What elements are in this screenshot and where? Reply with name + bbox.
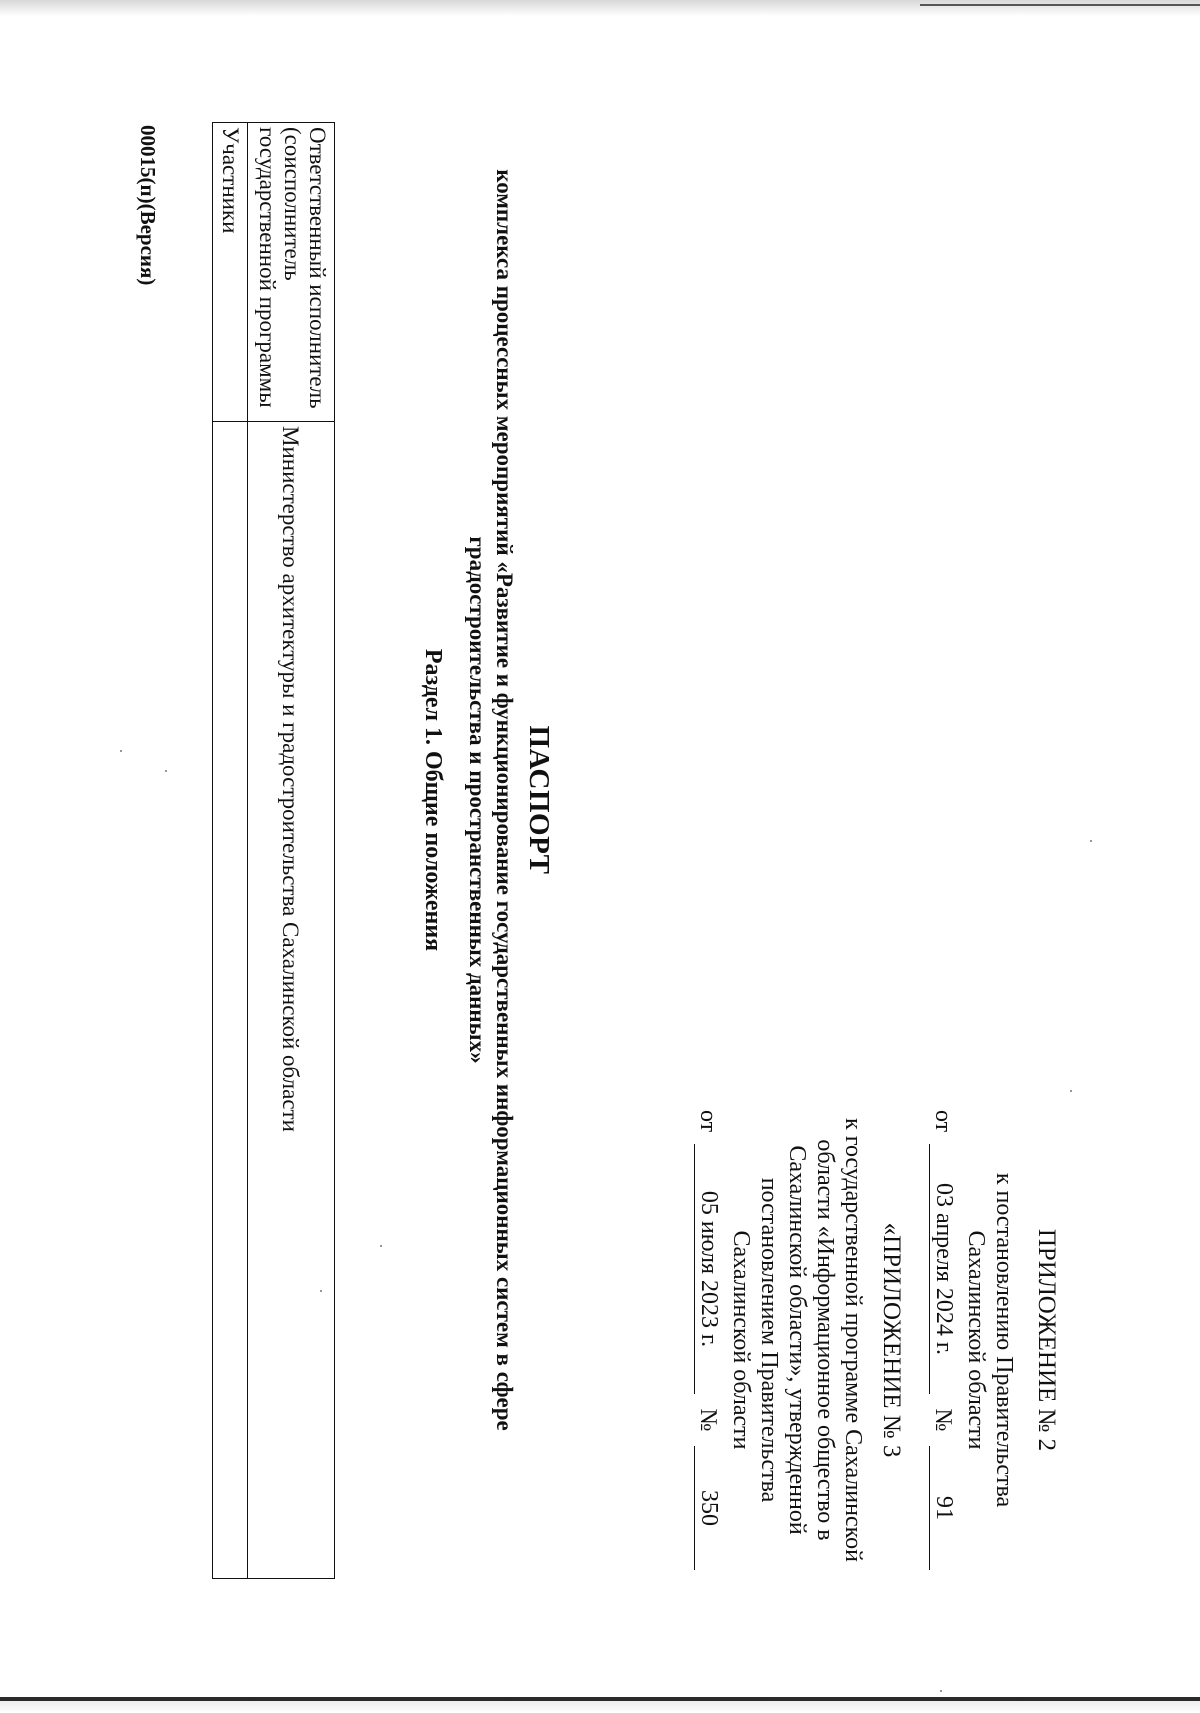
table-cell-value xyxy=(213,422,248,1579)
table-row xyxy=(213,123,248,1579)
appendix-3-title: «ПРИЛОЖЕНИЕ № 3 xyxy=(878,1222,905,1458)
general-info-table xyxy=(212,122,335,1579)
appendix-2-from-label: от xyxy=(930,1110,956,1133)
table-cell-label: Ответственный исполнитель (соисполнитель государственной программы xyxy=(248,123,335,422)
table-cell-value: Министерство архитектуры и градостроительства Сахалинской области xyxy=(248,422,335,1579)
table-cell-label: Участники xyxy=(213,123,248,422)
appendix-2-date-row xyxy=(929,1110,958,1570)
appendix-2-number: 91 xyxy=(929,1446,958,1570)
appendix-2-line2: Сахалинской области xyxy=(963,1230,989,1450)
appendix-2-title: ПРИЛОЖЕНИЕ № 2 xyxy=(1033,1228,1060,1452)
appendix-2-date: 03 апреля 2024 г. xyxy=(929,1144,958,1394)
appendix-2-number-label: № xyxy=(930,1408,956,1432)
appendix-3-date: 05 июля 2023 г. xyxy=(694,1144,723,1394)
passport-title: ПАСПОРТ xyxy=(523,725,555,875)
appendix-3-number-label: № xyxy=(695,1408,721,1432)
appendix-3-number: 350 xyxy=(694,1446,723,1570)
appendix-2-line1: к постановлению Правительства xyxy=(991,1172,1017,1508)
passport-subtitle: комплекса процессных мероприятий «Развитие и функционирование государственных информационных систем в сфере градостроительства и пространственных данных» xyxy=(465,169,517,1431)
document-code: 00015(п)(Версия) xyxy=(136,125,160,286)
table-row xyxy=(248,123,335,1579)
section-title: Раздел 1. Общие положения xyxy=(420,648,446,952)
appendix-3-block xyxy=(694,1110,905,1570)
appendix-stamp xyxy=(694,1110,1060,1570)
appendix-3-from-label: от xyxy=(695,1110,721,1133)
appendix-3-date-row xyxy=(694,1110,723,1570)
appendix-3-text: к государственной программе Сахалинской области «Информационное общество в Сахалинской области», утвержденной постановлением Правительства Сахалинской области xyxy=(728,1118,866,1562)
passport-heading xyxy=(419,100,555,1500)
